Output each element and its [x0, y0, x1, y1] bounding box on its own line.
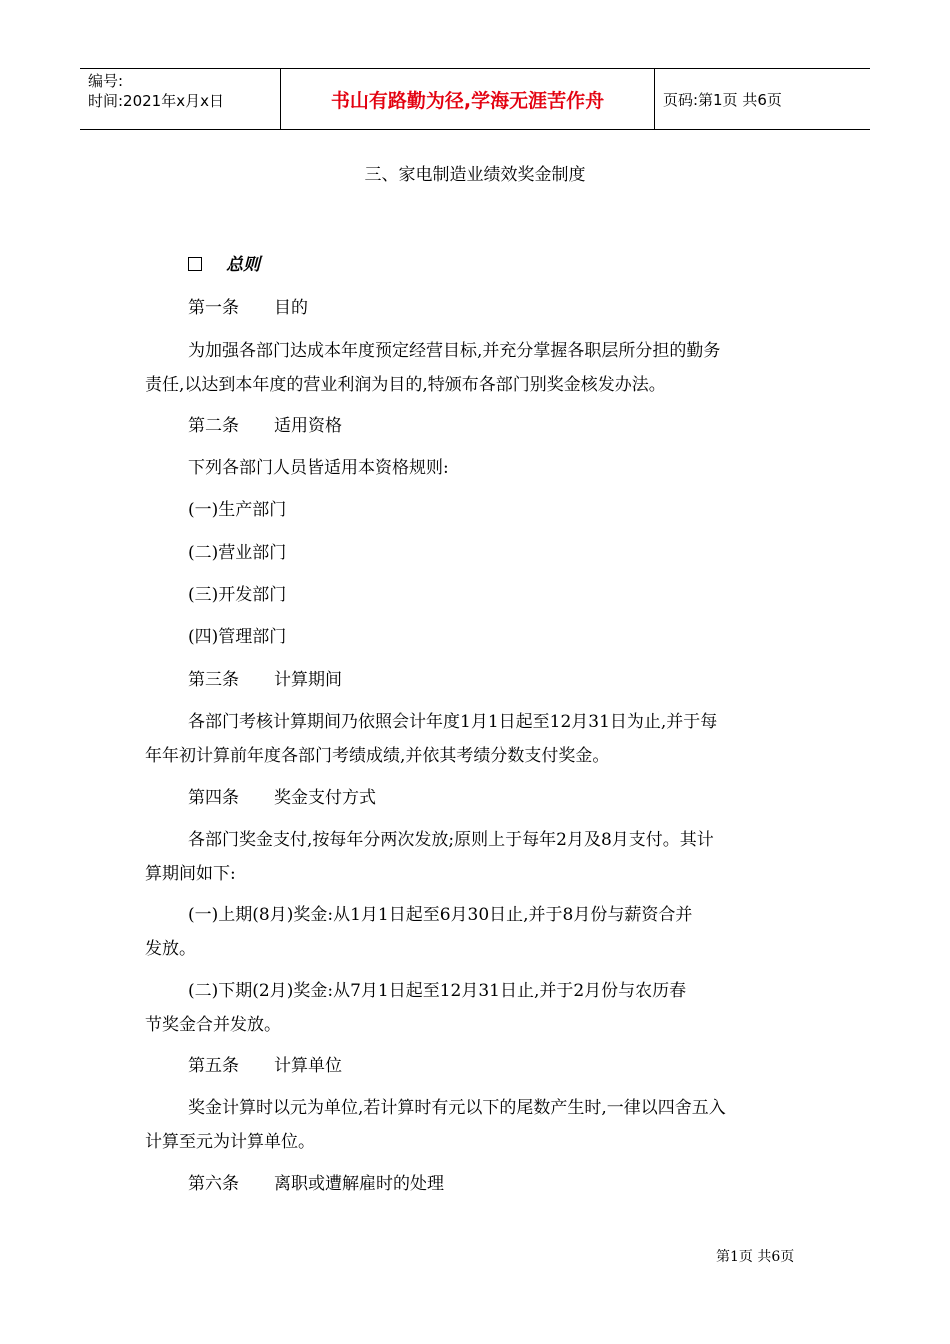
article-number: 第二条: [188, 416, 239, 436]
article-heading: [188, 665, 342, 690]
list-item: (一)上期(8月)奖金:从1月1日起至6月30日止,并于8月份与薪资合并: [188, 905, 693, 925]
article-heading: [188, 293, 308, 318]
document-title: 三、家电制造业绩效奖金制度: [364, 165, 586, 185]
article-number: 第四条: [188, 788, 239, 808]
time-label: 时间:2021年x月x日: [88, 92, 224, 110]
article-heading: [188, 1051, 342, 1076]
list-item-continuation: 发放。: [145, 939, 196, 959]
article-number: 第五条: [188, 1056, 239, 1076]
section-heading: [188, 250, 260, 275]
header-page-label: 页码:第1页 共6页: [663, 90, 782, 109]
list-item-continuation: 节奖金合并发放。: [145, 1015, 281, 1035]
article-number: 第三条: [188, 670, 239, 690]
number-label: 编号:: [88, 72, 124, 90]
list-item: (一)生产部门: [188, 500, 287, 520]
article-title: 离职或遭解雇时的处理: [274, 1174, 444, 1194]
list-item: (三)开发部门: [188, 585, 287, 605]
checkbox-square-icon: [188, 257, 202, 271]
paragraph-line: 责任,以达到本年度的营业利润为目的,特颁布各部门别奖金核发办法。: [145, 375, 666, 395]
paragraph-line: 各部门奖金支付,按每年分两次发放;原则上于每年2月及8月支付。其计: [188, 830, 714, 850]
article-title: 目的: [274, 298, 308, 318]
paragraph-line: 各部门考核计算期间乃依照会计年度1月1日起至12月31日为止,并于每: [188, 712, 718, 732]
page-footer: 第1页 共6页: [716, 1249, 795, 1265]
article-heading: [188, 783, 376, 808]
article-number: 第六条: [188, 1174, 239, 1194]
list-item: (二)下期(2月)奖金:从7月1日起至12月31日止,并于2月份与农历春: [188, 981, 687, 1001]
list-item: (二)营业部门: [188, 543, 287, 563]
paragraph-line: 计算至元为计算单位。: [145, 1132, 315, 1152]
document-header: [80, 68, 870, 130]
paragraph-line: 算期间如下:: [145, 864, 236, 884]
article-title: 计算期间: [274, 670, 342, 690]
header-meta: [80, 69, 281, 129]
article-title: 适用资格: [274, 416, 342, 436]
article-title: 计算单位: [274, 1056, 342, 1076]
paragraph-line: 下列各部门人员皆适用本资格规则:: [188, 458, 449, 478]
header-motto: 书山有路勤为径,学海无涯苦作舟: [281, 69, 655, 129]
article-heading: [188, 411, 342, 436]
list-item: (四)管理部门: [188, 627, 287, 647]
section-label: 总则: [226, 255, 260, 275]
paragraph-line: 年年初计算前年度各部门考绩成绩,并依其考绩分数支付奖金。: [145, 746, 610, 766]
article-heading: [188, 1169, 444, 1194]
article-title: 奖金支付方式: [274, 788, 376, 808]
paragraph-line: 奖金计算时以元为单位,若计算时有元以下的尾数产生时,一律以四舍五入: [188, 1098, 726, 1118]
paragraph-line: 为加强各部门达成本年度预定经营目标,并充分掌握各职层所分担的勤务: [188, 341, 721, 361]
article-number: 第一条: [188, 298, 239, 318]
